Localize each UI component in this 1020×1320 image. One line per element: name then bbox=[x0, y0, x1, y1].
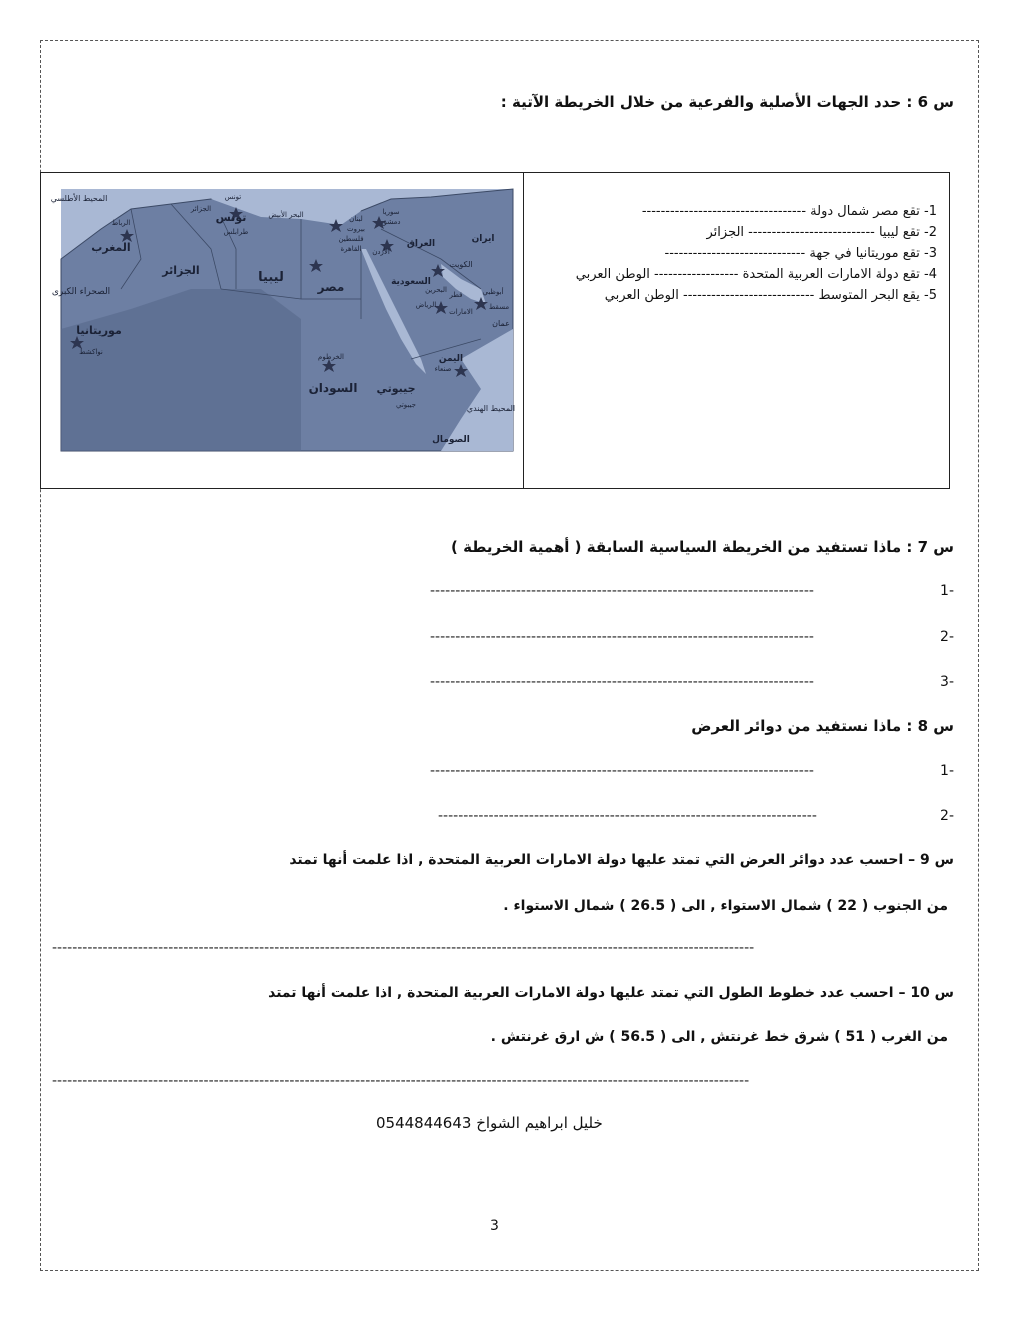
map-label-libya: ليبيا bbox=[258, 270, 284, 285]
map-label-sudan: السودان bbox=[308, 381, 358, 395]
map-label-riyadh: الرياض bbox=[415, 301, 437, 309]
map-label-damascus: دمشق bbox=[381, 218, 401, 226]
question-9-line-1: س 9 – احسب عدد دوائر العرض التي تمتد عليها دولة الامارات العربية المتحدة , اذا علمت أنها تمتد bbox=[289, 852, 954, 868]
question-10-line-1: س 10 – احسب عدد خطوط الطول التي تمتد عليها دولة الامارات العربية المتحدة , اذا علمت أنها تمتد bbox=[268, 985, 954, 1001]
map-label-kuwait: الكويت bbox=[449, 260, 473, 269]
map-label-yemen: اليمن bbox=[438, 354, 464, 364]
q7-answer-1-number: -1 bbox=[940, 583, 954, 599]
question-6-table bbox=[40, 172, 950, 489]
map-label-lebanon: لبنان bbox=[349, 215, 363, 223]
table-divider bbox=[523, 173, 524, 488]
direction-item-5: 5- يقع البحر المتوسط ---------------------------- الوطن العربي bbox=[604, 288, 937, 303]
direction-item-1: 1- تقع مصر شمال دولة ----------------------------------- bbox=[641, 204, 937, 219]
direction-item-3: 3- تقع موريتانيا في جهة ------------------------------ bbox=[664, 246, 937, 261]
question-7-title: س 7 : ماذا تستفيد من الخريطة السياسية السابقة ( أهمية الخريطة ) bbox=[451, 538, 954, 556]
map-label-egypt: مصر bbox=[317, 280, 345, 294]
map-label-med-sea: البحر الأبيض bbox=[268, 211, 304, 219]
q7-answer-3-line[interactable]: ---------------------------------------------------------------------------- bbox=[430, 674, 814, 690]
map-label-sahara: الصحراء الكبرى bbox=[51, 287, 111, 297]
q7-answer-3-number: -3 bbox=[940, 674, 954, 690]
map-label-somalia: الصومال bbox=[432, 435, 470, 445]
map-label-iran: ايران bbox=[471, 234, 495, 244]
q8-answer-2-number: -2 bbox=[940, 808, 954, 824]
map-label-tunisia: تونس bbox=[215, 211, 247, 224]
q10-answer-line[interactable]: ------------------------------------------------------------------------------------------------------------------------------------------ bbox=[52, 1073, 750, 1089]
q8-answer-1-line[interactable]: ---------------------------------------------------------------------------- bbox=[430, 763, 814, 779]
map-label-djibouti: جيبوتي bbox=[376, 382, 416, 395]
map-label-abudhabi: أبوظبي bbox=[482, 288, 504, 296]
q7-answer-2-line[interactable]: ---------------------------------------------------------------------------- bbox=[430, 629, 814, 645]
map-label-oman: عمان bbox=[492, 319, 510, 328]
direction-items bbox=[557, 201, 937, 306]
map-label-jordan: الأردن bbox=[372, 248, 390, 256]
map-label-beirut: بيروت bbox=[347, 225, 365, 233]
question-9-line-2: من الجنوب ( 22 ) شمال الاستواء , الى ( 26.5 ) شمال الاستواء . bbox=[503, 898, 948, 914]
page-number: 3 bbox=[490, 1218, 499, 1234]
map-label-djibouti-capital: جيبوتي bbox=[396, 401, 416, 409]
map-label-muscat: مسقط bbox=[488, 303, 510, 311]
map-label-cairo: القاهرة bbox=[340, 245, 362, 253]
map-label-syria: سوريا bbox=[382, 208, 400, 216]
map-label-morocco: المغرب bbox=[91, 241, 131, 254]
arab-world-map bbox=[50, 189, 516, 451]
q9-answer-line[interactable]: ------------------------------------------------------------------------------------------------------------------------------------------- bbox=[52, 940, 755, 956]
question-6-title: س 6 : حدد الجهات الأصلية والفرعية من خلال الخريطة الآتية : bbox=[500, 93, 954, 111]
map-label-algeria-capital: الجزائر bbox=[190, 205, 212, 213]
map-label-palestine: فلسطين bbox=[338, 235, 364, 243]
map-label-atlantic: المحيط الأطلسي bbox=[50, 194, 108, 203]
map-label-indian-ocean: المحيط الهندي bbox=[466, 404, 516, 413]
map-label-mauritania: موريتانيا bbox=[76, 324, 122, 337]
map-label-rabat: الرباط bbox=[111, 219, 131, 227]
map-label-tripoli: طرابلس bbox=[223, 228, 249, 236]
q8-answer-2-line[interactable]: --------------------------------------------------------------------------- bbox=[438, 808, 817, 824]
direction-item-2: 2- تقع ليبيا --------------------------- الجزائر bbox=[706, 225, 937, 240]
map-label-nouakchott: نواكشط bbox=[79, 348, 103, 356]
map-label-algeria: الجزائر bbox=[162, 264, 200, 277]
map-label-tunis: تونس bbox=[224, 193, 242, 201]
map-label-khartoum: الخرطوم bbox=[318, 353, 344, 361]
q7-answer-1-line[interactable]: ---------------------------------------------------------------------------- bbox=[430, 583, 814, 599]
map-label-sanaa: صنعاء bbox=[434, 365, 452, 373]
q8-answer-1-number: -1 bbox=[940, 763, 954, 779]
map-label-uae: الامارات bbox=[449, 308, 473, 316]
question-10-line-2: من الغرب ( 51 ) شرق خط غرنتش , الى ( 56.5 ) ش ارق غرنتش . bbox=[490, 1029, 948, 1045]
map-label-iraq: العراق bbox=[406, 239, 436, 249]
q7-answer-2-number: -2 bbox=[940, 629, 954, 645]
author-name-phone: خليل ابراهيم الشواخ 0544844643 bbox=[376, 1114, 603, 1132]
question-8-title: س 8 : ماذا نستفيد من دوائر العرض bbox=[691, 717, 954, 735]
map-label-saudi: السعودية bbox=[391, 277, 431, 287]
map-label-qatar: قطر bbox=[449, 291, 463, 299]
direction-item-4: 4- تقع دولة الامارات العربية المتحدة ------------------ الوطن العربي bbox=[575, 267, 937, 282]
map-label-bahrain: البحرين bbox=[425, 286, 447, 294]
